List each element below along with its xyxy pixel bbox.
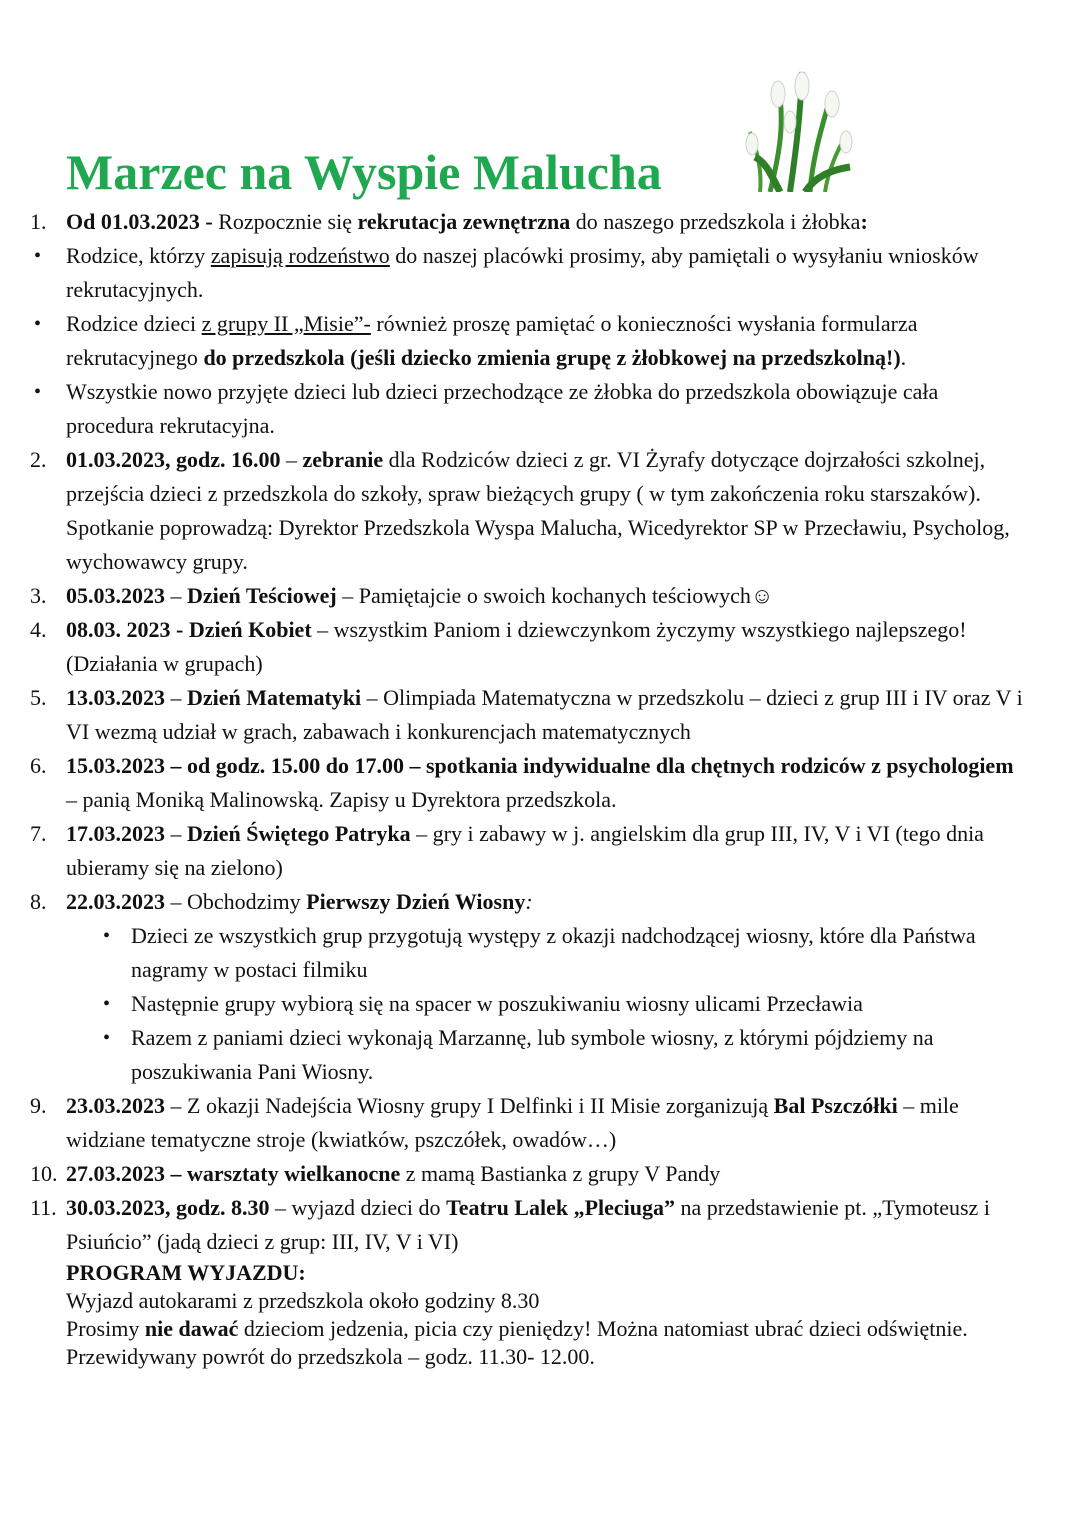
item-number: 8.	[30, 889, 47, 914]
item-text: – Olimpiada Matematyczna w przedszkolu – dzieci z grup III i IV oraz V i VI wezmą udział w grach, zabawach i konkurencjach matematycznych	[66, 685, 1023, 744]
bullet-underlined: z grupy II „Misie”-	[201, 311, 371, 336]
item-number: 9.	[30, 1093, 47, 1118]
item-date: 01.03.2023, godz. 16.00	[66, 447, 281, 472]
page-title: Marzec na Wyspie Malucha	[66, 144, 662, 200]
trip-program	[30, 1259, 1030, 1371]
item-text: – Obchodzimy	[165, 889, 307, 914]
list-item	[30, 205, 1030, 239]
list-item	[30, 613, 1030, 681]
item-number: 1.	[30, 209, 47, 234]
item-number: 5.	[30, 685, 47, 710]
item-date: 22.03.2023	[66, 889, 165, 914]
item-number: 4.	[30, 617, 47, 642]
item-text: – Z okazji Nadejścia Wiosny grupy I Delfinki i II Misie zorganizują	[165, 1093, 774, 1118]
item-number: 6.	[30, 753, 47, 778]
item-highlight: Teatru Lalek „Pleciuga”	[446, 1195, 676, 1220]
list-item	[30, 1089, 1030, 1157]
sub-bullet-item: • Dzieci ze wszystkich grup przygotują występy z okazji nadchodzącej wiosny, które dla Państwa nagramy w postaci filmiku	[30, 919, 1030, 987]
sub-bullet-item: • Razem z paniami dzieci wykonają Marzannę, lub symbole wiosny, z którymi pójdziemy na poszukiwania Pani Wiosny.	[30, 1021, 1030, 1089]
item-date: Od 01.03.2023 -	[66, 209, 213, 234]
announcement-list	[30, 205, 1030, 1371]
item-text: :	[525, 889, 533, 914]
item-text: Rozpocznie się	[212, 209, 358, 234]
bullet-text: do naszej placówki prosimy, aby pamiętali o wysyłaniu wniosków rekrutacyjnych.	[66, 243, 979, 302]
item-highlight: Pierwszy Dzień Wiosny	[306, 889, 526, 914]
list-item	[30, 885, 1030, 919]
item-highlight: zebranie	[302, 447, 384, 472]
program-line	[66, 1315, 1030, 1343]
item-text: – panią Moniką Malinowską. Zapisy u Dyrektora przedszkola.	[66, 787, 617, 812]
bullet-item	[30, 239, 1030, 307]
item-highlight: :	[860, 209, 868, 234]
item-text: –	[165, 583, 187, 608]
item-number: 2.	[30, 447, 47, 472]
item-date: 17.03.2023	[66, 821, 165, 846]
item-text: dla Rodziców dzieci z gr. VI Żyrafy dotyczące dojrzałości szkolnej, przejścia dzieci z przedszkola do szkoły, spraw bieżących grupy ( w tym zakończenia roku starszaków). Spotkanie poprowadzą: Dyrektor Przedszkola Wyspa Malucha, Wicedyrektor SP w Przecławiu, Psycholog, wychowawcy grupy.	[66, 447, 1010, 574]
list-item	[30, 1157, 1030, 1191]
item-text: – gry i zabawy w j. angielskim dla grup III, IV, V i VI (tego dnia ubieramy się na zielono)	[66, 821, 984, 880]
program-heading: PROGRAM WYJAZDU:	[66, 1260, 306, 1285]
bullet-item	[30, 375, 1030, 443]
program-line: Przewidywany powrót do przedszkola – godz. 11.30- 12.00.	[66, 1344, 595, 1369]
bullet-text: Rodzice dzieci	[66, 311, 202, 336]
item-date: 13.03.2023	[66, 685, 165, 710]
bullet-text: .	[900, 345, 907, 370]
list-item	[30, 817, 1030, 885]
item-date: 08.03. 2023 - Dzień Kobiet	[66, 617, 312, 642]
bullet-text: Rodzice, którzy	[66, 243, 211, 268]
list-item	[30, 1191, 1030, 1259]
list-item	[30, 749, 1030, 817]
bullet-item	[30, 307, 1030, 375]
item-date: 05.03.2023	[66, 583, 165, 608]
item-highlight: Dzień Matematyki	[187, 685, 362, 710]
item-date: 23.03.2023	[66, 1093, 165, 1118]
bullet-text: również proszę pamiętać o konieczności wysłania formularza rekrutacyjnego	[66, 311, 918, 370]
bullet-underlined: zapisują rodzeństwo	[210, 243, 390, 268]
list-item	[30, 443, 1030, 579]
list-item	[30, 579, 1030, 613]
item-text: do naszego przedszkola i żłobka	[570, 209, 861, 234]
list-item	[30, 681, 1030, 749]
item-date: 27.03.2023 – warsztaty wielkanocne	[66, 1161, 401, 1186]
item-number: 10.	[30, 1161, 58, 1186]
item-highlight: Dzień Teściowej	[187, 583, 337, 608]
item-text: – Pamiętajcie o swoich kochanych teściowych☺	[336, 583, 774, 608]
item-number: 7.	[30, 821, 47, 846]
item-date: 15.03.2023 – od godz. 15.00 do 17.00 – spotkania indywidualne dla chętnych rodziców z psychologiem	[66, 753, 1014, 778]
item-text: – wszystkim Paniom i dziewczynkom życzymy wszystkiego najlepszego! (Działania w grupach)	[66, 617, 967, 676]
program-line: Wyjazd autokarami z przedszkola około godziny 8.30	[66, 1288, 540, 1313]
program-text: Prosimy	[66, 1316, 145, 1341]
item-highlight: rekrutacja zewnętrzna	[357, 209, 571, 234]
sub-bullet-item: • Następnie grupy wybiorą się na spacer w poszukiwaniu wiosny ulicami Przecławia	[30, 987, 1030, 1021]
item-text: –	[280, 447, 303, 472]
program-text: dzieciom jedzenia, picia czy pieniędzy! Można natomiast ubrać dzieci odświętnie.	[238, 1316, 968, 1341]
item-highlight: Dzień Świętego Patryka	[187, 821, 411, 846]
program-highlight: nie dawać	[144, 1316, 239, 1341]
item-date: 30.03.2023, godz. 8.30	[66, 1195, 270, 1220]
item-text: –	[165, 685, 187, 710]
item-number: 11.	[30, 1195, 57, 1220]
item-text: na przedstawienie pt. „Tymoteusz i Psiuńcio” (jadą dzieci z grup: III, IV, V i VI)	[66, 1195, 990, 1254]
item-text: –	[165, 821, 187, 846]
bullet-highlight: do przedszkola (jeśli dziecko zmienia grupę z żłobkowej na przedszkolną!)	[203, 345, 901, 370]
snowdrop-flowers-image	[740, 62, 862, 192]
item-text: – wyjazd dzieci do	[269, 1195, 447, 1220]
item-text: – mile widziane tematyczne stroje (kwiatków, pszczółek, owadów…)	[66, 1093, 959, 1152]
item-highlight: Bal Pszczółki	[773, 1093, 898, 1118]
bullet-text: Wszystkie nowo przyjęte dzieci lub dzieci przechodzące ze żłobka do przedszkola obowiązuje cała procedura rekrutacyjna.	[66, 379, 939, 438]
item-number: 3.	[30, 583, 47, 608]
item-text: z mamą Bastianka z grupy V Pandy	[400, 1161, 721, 1186]
